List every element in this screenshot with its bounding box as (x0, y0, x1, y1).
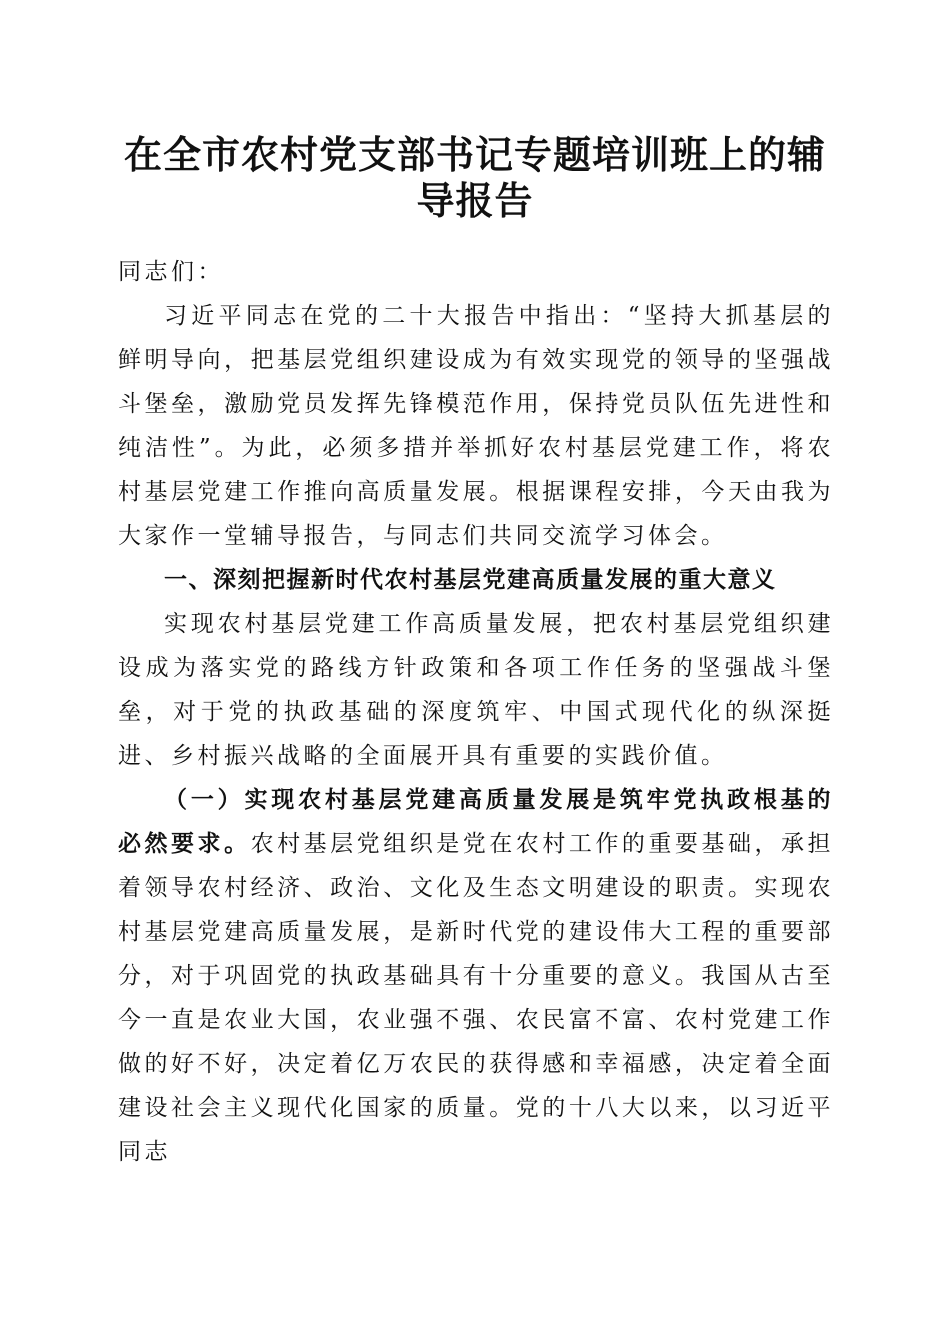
salutation: 同志们： (118, 259, 224, 285)
subsection-body-text: 农村基层党组织是党在农村工作的重要基础，承担着领导农村经济、政治、文化及生态文明建设的职责。实现农村基层党建高质量发展，是新时代党的建设伟大工程的重要部分，对于巩固党的执政基础具有十分重要的意义。我国从古至今一直是农业大国，农业强不强、农民富不富、农村党建工作做的好不好，决定着亿万农民的获得感和幸福感，决定着全面建设社会主义现代化国家的质量。党的十八大以来，以习近平同志 (118, 831, 835, 1165)
section-intro-paragraph: 实现农村基层党建工作高质量发展，把农村基层党组织建设成为落实党的路线方针政策和各项工作任务的坚强战斗堡垒，对于党的执政基础的深度筑牢、中国式现代化的纵深挺进、乡村振兴战略的全面展开具有重要的实践价值。 (118, 611, 834, 769)
paragraph-opening: 习近平同志在党的二十大报告中指出：“坚持大抓基层的鲜明导向，把基层党组织建设成为有效实现党的领导的坚强战斗堡垒，激励党员发挥先锋模范作用，保持党员队伍先进性和纯洁性”。为此，必须多措并举抓好农村基层党建工作，将农村基层党建工作推向高质量发展。根据课程安排，今天由我为大家作一堂辅导报告，与同志们共同交流学习体会。 (118, 303, 834, 549)
subsection-lead-sentence: （一）实现农村基层党建高质量发展是筑牢党执政根基的必然要求。 (118, 786, 834, 857)
subsection-paragraph-1 (118, 778, 834, 1174)
document-title: 在全市农村党支部书记专题培训班上的辅导报告 (123, 132, 826, 223)
document-body (118, 250, 834, 1174)
section-heading-1: 一、深刻把握新时代农村基层党建高质量发展的重大意义 (164, 567, 777, 593)
